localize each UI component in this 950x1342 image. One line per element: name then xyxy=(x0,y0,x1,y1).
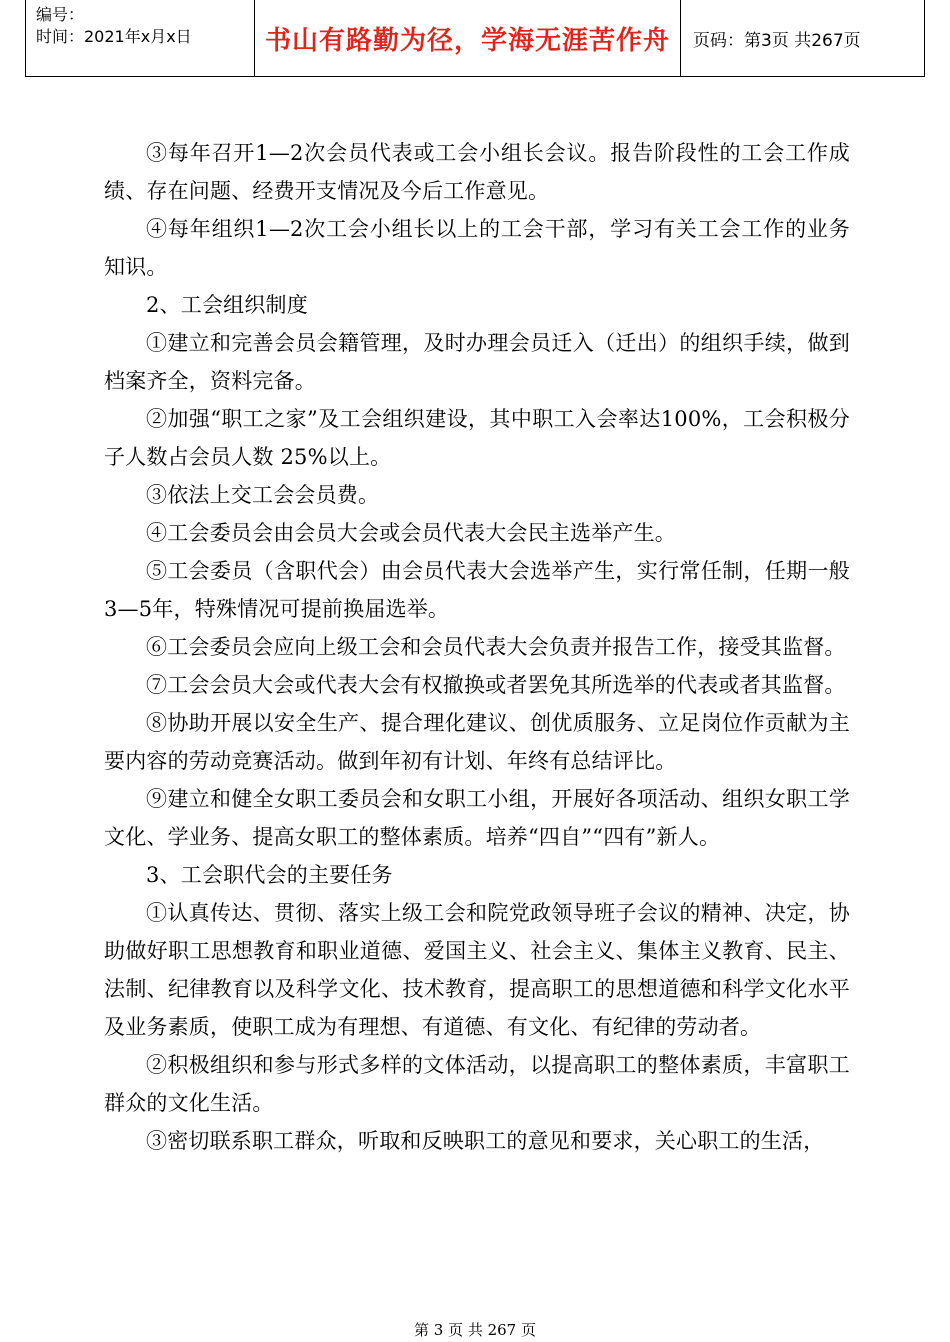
paragraph: ③每年召开1—2次会员代表或工会小组长会议。报告阶段性的工会工作成绩、存在问题、经费开支情况及今后工作意见。 xyxy=(104,141,850,203)
paragraph: ③密切联系职工群众，听取和反映职工的意见和要求，关心职工的生活， xyxy=(146,1129,825,1153)
paragraph: ④工会委员会由会员大会或会员代表大会民主选举产生。 xyxy=(146,521,676,545)
header-meta xyxy=(26,0,255,76)
paragraph: ②加强“职工之家”及工会组织建设，其中职工入会率达100%，工会积极分子人数占会员人数 25%以上。 xyxy=(104,407,850,469)
paragraph: ⑥工会委员会应向上级工会和会员代表大会负责并报告工作，接受其监督。 xyxy=(146,635,846,659)
document-body xyxy=(104,134,850,1160)
section-heading: 2、工会组织制度 xyxy=(146,293,308,317)
page-footer: 第 3 页 共 267 页 xyxy=(413,1321,536,1339)
paragraph: ⑨建立和健全女职工委员会和女职工小组，开展好各项活动、组织女职工学文化、学业务、提高女职工的整体素质。培养“四自”“四有”新人。 xyxy=(104,787,850,849)
paragraph: ①建立和完善会员会籍管理，及时办理会员迁入（迁出）的组织手续，做到档案齐全，资料完备。 xyxy=(104,331,850,393)
paragraph: ⑤工会委员（含职代会）由会员代表大会选举产生，实行常任制，任期一般3—5年，特殊情况可提前换届选举。 xyxy=(104,559,850,621)
paragraph: ②积极组织和参与形式多样的文体活动，以提高职工的整体素质，丰富职工群众的文化生活。 xyxy=(104,1053,850,1115)
section-heading: 3、工会职代会的主要任务 xyxy=(146,863,393,887)
page-header xyxy=(25,0,925,77)
paragraph: ⑧协助开展以安全生产、提合理化建议、创优质服务、立足岗位作贡献为主要内容的劳动竞赛活动。做到年初有计划、年终有总结评比。 xyxy=(104,711,850,773)
header-motto: 书山有路勤为径，学海无涯苦作舟 xyxy=(255,0,681,76)
paragraph: ③依法上交工会会员费。 xyxy=(146,483,380,507)
paragraph: ④每年组织1—2次工会小组长以上的工会干部，学习有关工会工作的业务知识。 xyxy=(104,217,850,279)
paragraph: ①认真传达、贯彻、落实上级工会和院党政领导班子会议的精神、决定，协助做好职工思想教育和职业道德、爱国主义、社会主义、集体主义教育、民主、法制、纪律教育以及科学文化、技术教育，提高职工的思想道德和科学文化水平及业务素质，使职工成为有理想、有道德、有文化、有纪律的劳动者。 xyxy=(104,901,850,1039)
time-label: 时间：2021年x月x日 xyxy=(36,27,192,46)
number-label: 编号： xyxy=(36,5,85,24)
paragraph: ⑦工会会员大会或代表大会有权撤换或者罢免其所选举的代表或者其监督。 xyxy=(146,673,846,697)
header-page-info: 页码：第3页 共267页 xyxy=(693,30,861,51)
